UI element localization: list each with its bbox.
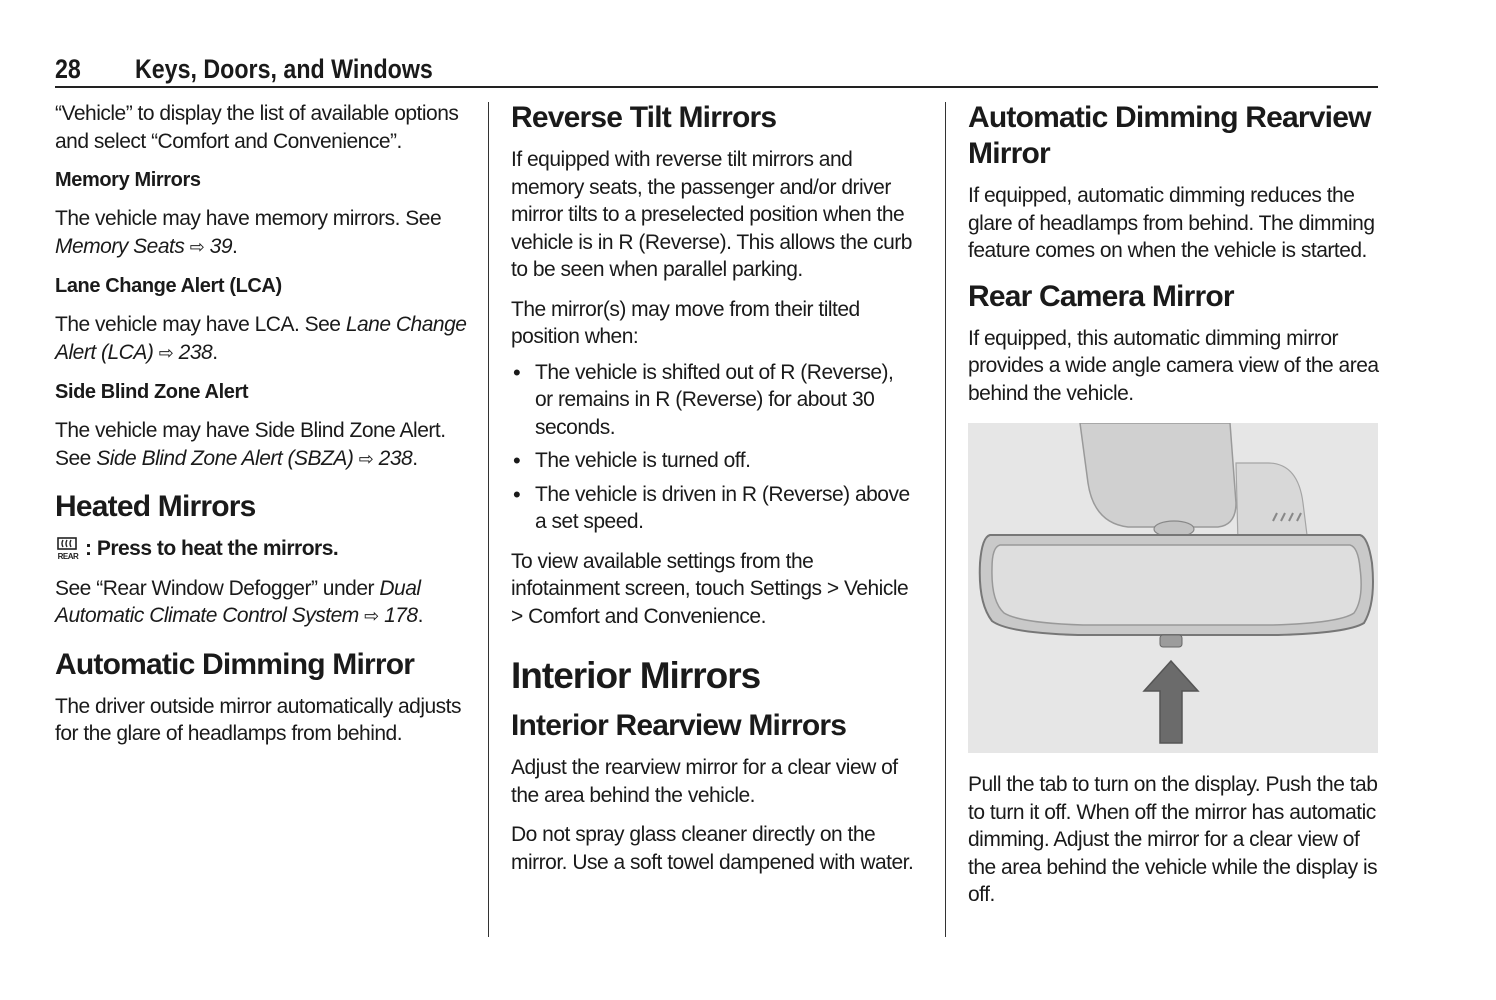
auto-dimming-rearview-heading: Automatic Dimming Rearview Mirror (968, 101, 1371, 170)
column-divider (488, 102, 489, 937)
auto-dimming-mirror-heading: Automatic Dimming Mirror (55, 647, 415, 681)
memory-seats-link[interactable]: Memory Seats ⇨ 39 (55, 234, 233, 258)
lca-link[interactable]: Lane Change Alert (LCA) ⇨ 238 (55, 313, 467, 364)
page-ref-icon: ⇨ (364, 606, 379, 626)
memory-mirrors-heading: Memory Mirrors (55, 169, 201, 191)
interior-rearview-p2: Do not spray glass cleaner directly on the mirror. Use a soft towel dampened with water. (511, 823, 914, 874)
column-divider (945, 102, 946, 937)
list-item: • The vehicle is driven in R (Reverse) above a set speed. (511, 481, 916, 536)
rear-defog-icon (55, 537, 81, 561)
reverse-tilt-p1: If equipped with reverse tilt mirrors and memory seats, the passenger and/or driver mirror tilts to a preselected position when the vehicle is in R (Reverse). This allows the curb to be seen when parallel parking. (511, 148, 912, 281)
rear-camera-p2: Pull the tab to turn on the display. Push the tab to turn it off. When off the mirror has automatic dimming. Adjust the mirror for a clear view of the area behind the vehicle while the display is off. (968, 773, 1378, 906)
reverse-tilt-p3: To view available settings from the infotainment screen, touch Settings > Vehicle > Comfort and Convenience. (511, 549, 909, 628)
page-ref-icon: ⇨ (358, 448, 374, 469)
column-left (55, 100, 467, 760)
heated-mirrors-heading: Heated Mirrors (55, 490, 256, 523)
climate-control-link[interactable]: Dual Automatic Climate Control System ⇨ 178 (55, 576, 421, 627)
svg-text:REAR: REAR (57, 552, 79, 562)
page-number: 28 (55, 54, 81, 84)
list-item: • The vehicle is turned off. (511, 447, 916, 475)
intro-paragraph: “Vehicle” to display the list of available options and select “Comfort and Convenience”. (55, 102, 459, 153)
rear-camera-mirror-heading: Rear Camera Mirror (968, 279, 1234, 313)
auto-dimming-mirror-text: The driver outside mirror automatically adjusts for the glare of headlamps from behind. (55, 694, 461, 745)
rear-camera-p1: If equipped, this automatic dimming mirror provides a wide angle camera view of the area behind the vehicle. (968, 326, 1379, 405)
sbza-text: The vehicle may have Side Blind Zone Alert. See Side Blind Zone Alert (SBZA) ⇨ 238. (55, 419, 446, 470)
lca-heading: Lane Change Alert (LCA) (55, 275, 282, 297)
reverse-tilt-heading: Reverse Tilt Mirrors (511, 101, 777, 134)
lca-text: The vehicle may have LCA. See Lane Change Alert (LCA) ⇨ 238. (55, 313, 467, 364)
interior-mirrors-heading: Interior Mirrors (511, 655, 761, 696)
chapter-title: Keys, Doors, and Windows (135, 54, 433, 84)
reverse-tilt-p2: The mirror(s) may move from their tilted position when: (511, 297, 860, 348)
list-item: • The vehicle is shifted out of R (Reverse), or remains in R (Reverse) for about 30 seconds. (511, 359, 916, 442)
mirror-drawing (968, 423, 1378, 753)
page-header (55, 50, 1378, 88)
heated-mirrors-press: REAR : Press to heat the mirrors. (55, 535, 467, 563)
rearview-mirror-illustration (968, 423, 1378, 753)
interior-rearview-p1: Adjust the rearview mirror for a clear view of the area behind the vehicle. (511, 756, 898, 807)
interior-rearview-heading: Interior Rearview Mirrors (511, 709, 847, 742)
page-ref-icon: ⇨ (189, 236, 205, 257)
auto-dimming-rearview-text: If equipped, automatic dimming reduces the glare of headlamps from behind. The dimming feature comes on when the vehicle is started. (968, 184, 1375, 262)
sbza-link[interactable]: Side Blind Zone Alert (SBZA) ⇨ 238 (96, 446, 413, 470)
column-right (968, 100, 1380, 921)
page-ref-icon: ⇨ (158, 342, 174, 363)
memory-mirrors-text: The vehicle may have memory mirrors. See Memory Seats ⇨ 39. (55, 207, 442, 258)
sbza-heading: Side Blind Zone Alert (55, 381, 249, 403)
column-middle (511, 100, 916, 888)
heated-mirrors-see: See “Rear Window Defogger” under Dual Automatic Climate Control System ⇨ 178. (55, 576, 423, 627)
reverse-tilt-list (511, 359, 916, 536)
